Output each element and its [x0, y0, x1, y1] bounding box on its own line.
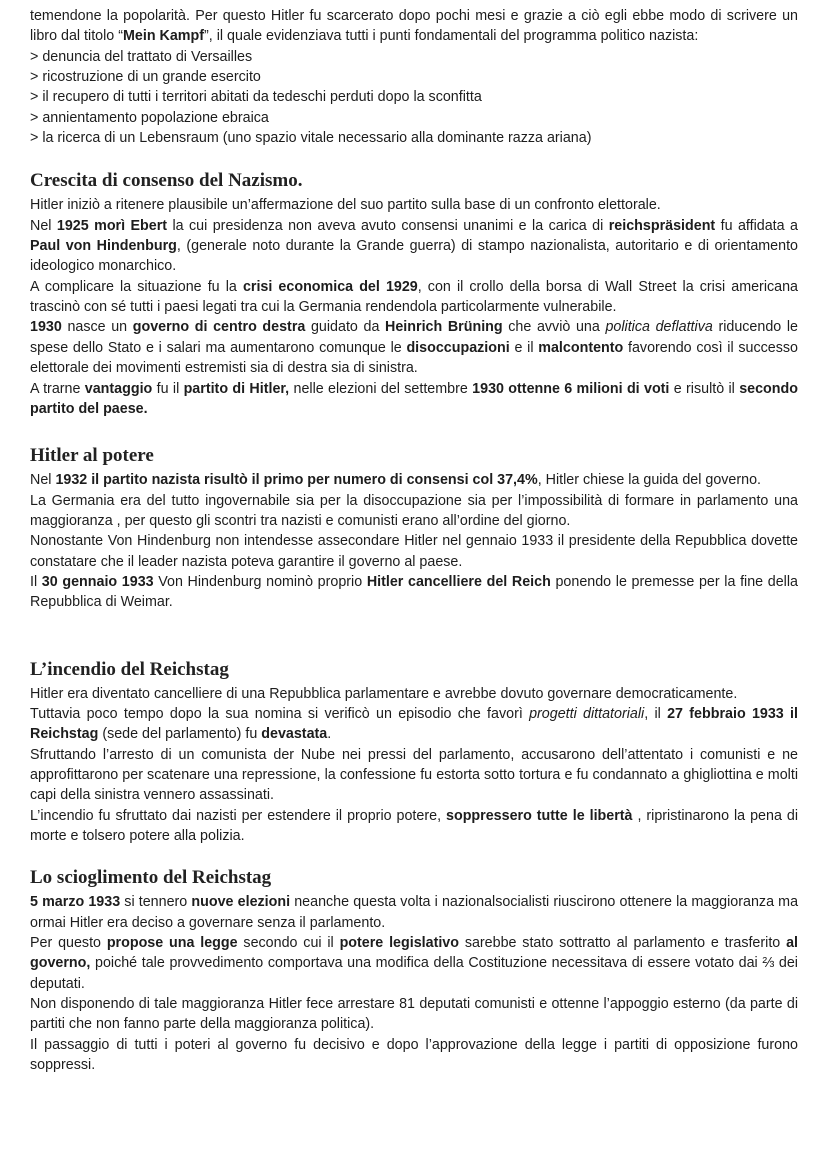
paragraph: Tuttavia poco tempo dopo la sua nomina si verificò un episodio che favorì progetti dittatoriali, il 27 febbraio 1933 il Reichstag (sede del parlamento) fu devastata.	[30, 705, 798, 743]
list-item: > ricostruzione di un grande esercito	[30, 69, 261, 86]
paragraph: Il 30 gennaio 1933 Von Hindenburg nominò proprio Hitler cancelliere del Reich ponendo le premesse per la fine della Repubblica di Weimar.	[30, 573, 798, 611]
section-incendio-reichstag	[30, 659, 798, 847]
list-item: > annientamento popolazione ebraica	[30, 109, 269, 126]
list-item: > la ricerca di un Lebensraum (uno spazio vitale necessario alla dominante razza ariana)	[30, 130, 592, 147]
paragraph: Hitler era diventato cancelliere di una Repubblica parlamentare e avrebbe dovuto governare democraticamente.	[30, 685, 738, 702]
paragraph: Non disponendo di tale maggioranza Hitler fece arrestare 81 deputati comunisti e ottenne l’appoggio esterno (da parte di partiti che non fanno parte della maggioranza politica).	[30, 996, 798, 1033]
list-item: > denuncia del trattato di Versailles	[30, 48, 253, 65]
paragraph: L’incendio fu sfruttato dai nazisti per estendere il proprio potere, soppressero tutte le libertà , ripristinarono la pena di morte e tolsero potere alla polizia.	[30, 807, 798, 844]
intro-paragraph: temendone la popolarità. Per questo Hitler fu scarcerato dopo pochi mesi e grazie a ciò egli ebbe modo di scrivere un libro dal titolo “Mein Kampf”, il quale evidenziava tutti i punti fondamentali del programma politico nazista:	[30, 8, 798, 45]
paragraph: A complicare la situazione fu la crisi economica del 1929, con il crollo della borsa di Wall Street la crisi americana trascinò con sé tutti i paesi legati tra cui la Germania rendendola particolarmente vulnerabile.	[30, 278, 799, 316]
paragraph: La Germania era del tutto ingovernabile sia per la disoccupazione sia per l’impossibilità di formare in parlamento una maggioranza , per questo gli scontri tra nazisti e comunisti erano all’ordine del giorno.	[30, 492, 798, 529]
paragraph: A trarne vantaggio fu il partito di Hitler, nelle elezioni del settembre 1930 ottenne 6 milioni di voti e risultò il secondo partito del paese.	[30, 380, 798, 417]
paragraph: Hitler iniziò a ritenere plausibile un’affermazione del suo partito sulla base di un confronto elettorale.	[30, 197, 661, 214]
section-heading: Hitler al potere	[30, 445, 154, 467]
program-list	[30, 47, 798, 149]
section-heading: Crescita di consenso del Nazismo.	[30, 170, 303, 192]
paragraph: Nel 1932 il partito nazista risultò il primo per numero di consensi col 37,4%, Hitler chiese la guida del governo.	[30, 472, 762, 489]
paragraph: Per questo propose una legge secondo cui il potere legislativo sarebbe stato sottratto al parlamento e trasferito al governo, poiché tale provvedimento comportava una modifica della Costituzione necessitava di essere votato dai ⅔ dei deputati.	[30, 935, 798, 992]
paragraph: 1930 nasce un governo di centro destra guidato da Heinrich Brüning che avviò una politica deflattiva riducendo le spese dello Stato e i salari ma aumentarono comunque le disoccupazioni e il malcontento favorendo così il successo elettorale dei movimenti estremisti sia di destra sia di sinistra.	[30, 319, 798, 377]
paragraph: Nonostante Von Hindenburg non intendesse assecondare Hitler nel gennaio 1933 il presidente della Repubblica dovette constatare che il leader nazista poteva garantire il governo al paese.	[30, 533, 798, 570]
list-item: > il recupero di tutti i territori abitati da tedeschi perduti dopo la sconfitta	[30, 89, 482, 106]
paragraph: Il passaggio di tutti i poteri al governo fu decisivo e dopo l’approvazione della legge i partiti di opposizione furono soppressi.	[30, 1036, 798, 1074]
paragraph: Sfruttando l’arresto di un comunista der Nube nei pressi del parlamento, accusarono dell’attentato i comunisti e ne approfittarono per scatenare una repressione, la confessione fu estorta sotto tortura e fu condannato a ghigliottina e molti capi della sinistra vennero assassinati.	[30, 746, 798, 804]
paragraph: 5 marzo 1933 si tennero nuove elezioni neanche questa volta i nazionalsocialisti riuscirono ottenere la maggioranza ma ormai Hitler era deciso a governare senza il parlamento.	[30, 894, 799, 931]
paragraph: Nel 1925 morì Ebert la cui presidenza non aveva avuto consensi unanimi e la carica di reichspräsident fu affidata a Paul von Hindenburg, (generale noto durante la Grande guerra) di stampo nazionalista, autoritario e di orientamento ideologico monarchico.	[30, 217, 799, 275]
document-page	[30, 6, 798, 1075]
section-hitler-al-potere	[30, 445, 798, 612]
section-heading: L’incendio del Reichstag	[30, 658, 229, 680]
section-crescita-consenso	[30, 170, 798, 419]
section-scioglimento-reichstag	[30, 867, 798, 1075]
section-heading: Lo scioglimento del Reichstag	[30, 867, 272, 889]
